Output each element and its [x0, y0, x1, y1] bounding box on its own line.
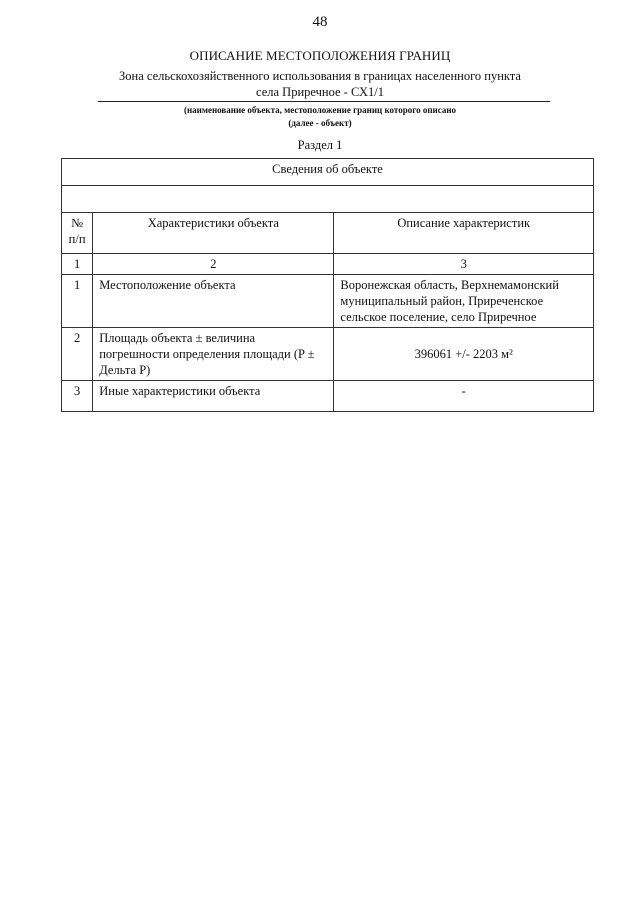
row-num: 2 [62, 328, 93, 381]
column-index-3: 3 [334, 254, 594, 275]
subtitle-line-2: села Приречное - СХ1/1 [256, 85, 384, 99]
object-caption [0, 104, 640, 130]
caption-line-1: (наименование объекта, местоположение границ которого описано [183, 105, 457, 115]
column-header-characteristic: Характеристики объекта [93, 213, 334, 254]
row-characteristic: Местоположение объекта [93, 275, 334, 328]
row-characteristic: Площадь объекта ± величина погрешности определения площади (P ± Дельта P) [93, 328, 334, 381]
table-title-row [62, 159, 594, 186]
column-index-1: 1 [62, 254, 93, 275]
row-description: 396061 +/- 2203 м² [334, 328, 594, 381]
row-description: - [334, 381, 594, 412]
subtitle-line-1: Зона сельскохозяйственного использования в границах населенного пункта [119, 69, 521, 83]
row-num: 1 [62, 275, 93, 328]
object-info-table [61, 158, 594, 412]
table-header-row [62, 213, 594, 254]
column-index-2: 2 [93, 254, 334, 275]
row-characteristic: Иные характеристики объекта [93, 381, 334, 412]
table-title: Сведения об объекте [62, 159, 594, 186]
table-empty-row [62, 186, 594, 213]
page-number: 48 [312, 14, 328, 30]
row-description: Воронежская область, Верхнемамонский муниципальный район, Приреченское сельское поселение, село Приречное [334, 275, 594, 328]
column-header-description: Описание характеристик [334, 213, 594, 254]
section-label: Раздел 1 [297, 138, 343, 152]
row-num: 3 [62, 381, 93, 412]
table-index-row [62, 254, 594, 275]
table-row [62, 275, 594, 328]
table-row [62, 381, 594, 412]
title-underline [98, 101, 550, 102]
document-title: ОПИСАНИЕ МЕСТОПОЛОЖЕНИЯ ГРАНИЦ [189, 48, 451, 63]
table-row [62, 328, 594, 381]
column-header-num: № п/п [62, 213, 93, 254]
document-subtitle [100, 68, 540, 100]
empty-cell [62, 186, 594, 213]
caption-line-2: (далее - объект) [288, 118, 352, 128]
